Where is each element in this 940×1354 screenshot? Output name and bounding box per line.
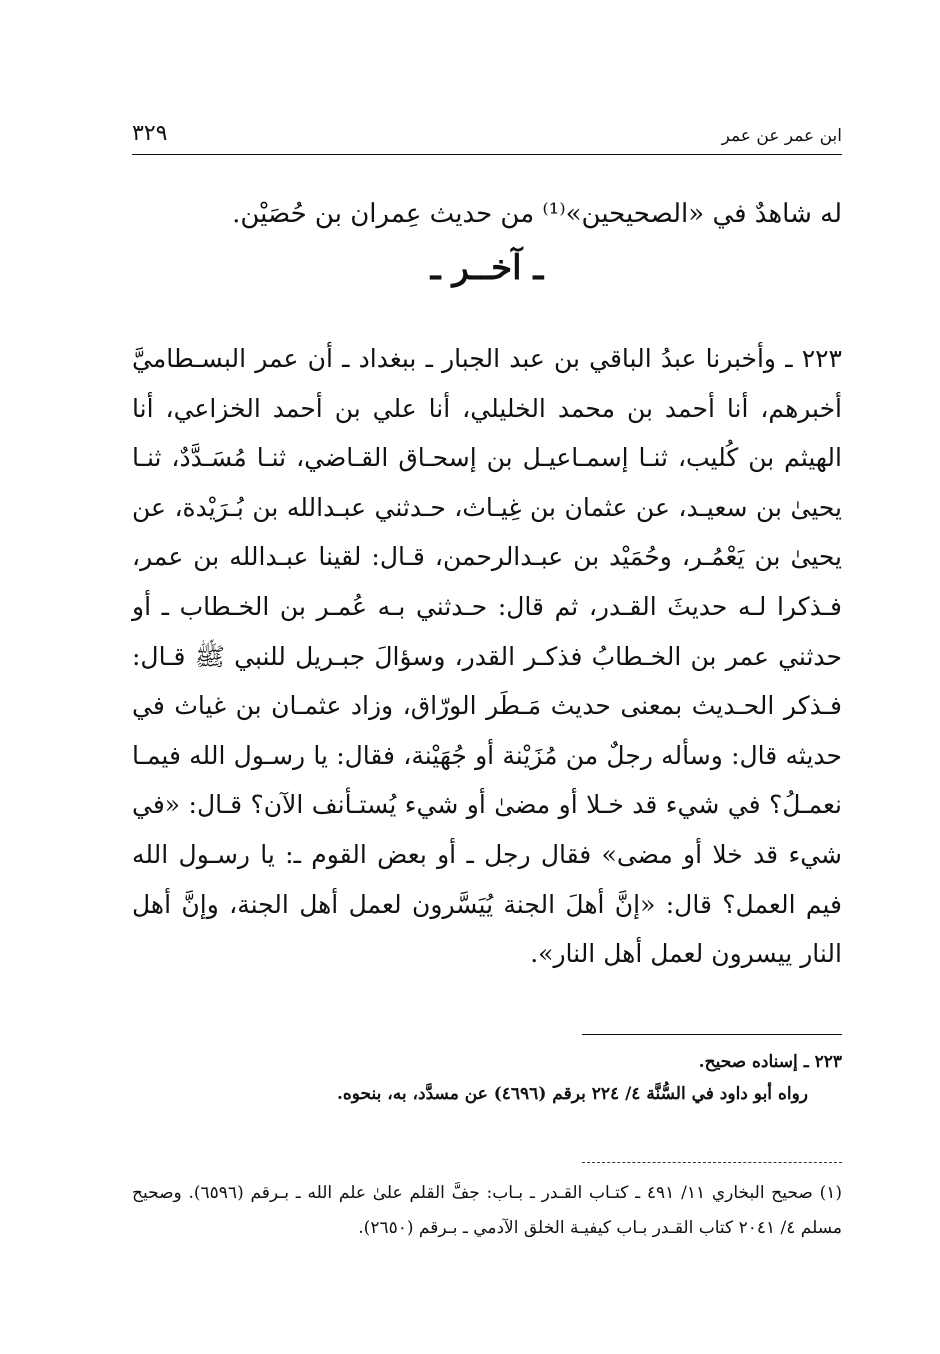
running-head	[132, 110, 842, 146]
intro-paragraph: له شاهدٌ في «الصحيحين»⁽¹⁾ من حديث عِمران بن حُصَيْن.	[232, 199, 842, 229]
footnote-rule	[582, 1162, 842, 1163]
footnotes	[132, 1176, 842, 1246]
takhrij-grading: ٢٢٣ ـ إسناده صحيح.	[698, 1052, 842, 1072]
takhrij-block	[132, 1046, 842, 1110]
chapter-title: ابن عمر عن عمر	[721, 126, 842, 146]
page-number: ٣٢٩	[132, 121, 168, 146]
header-rule	[132, 154, 842, 155]
hadith-223-text: ٢٢٣ ـ وأخبرنا عبدُ الباقي بن عبد الجبار ـ ببغداد ـ أن عمر البسـطاميَّ أخبرهم، أنا أحمد بن محمد الخليلي، أنا علي بن أحمد الخزاعي، أنا الهيثم بن كُليب، ثنـا إسمـاعيـل بن إسحـاق القـاضي، ثنـا مُسَـدَّدٌ، ثنـا يحيىٰ بن سعيـد، عن عثمان بن غِيـاث، حـدثني عبـدالله بن بُـرَيْدة، عن يحيىٰ بن يَعْمُـر، وحُمَيْد بن عبـدالرحمن، قـال: لقينا عبـدالله بن عمر، فـذكرا لـه حديثَ القـدر، ثم قال: حـدثني بـه عُمـر بن الخـطاب ـ أو حدثني عمر بن الخـطابُ فذكـر القدر، وسؤالَ جبـريل للنبي ﷺ قـال: فـذكر الحـديث بمعنى حديث مَـطَر الورّاق، وزاد عثمـان بن غياث في حديثه قال: وسأله رجلٌ من مُزَيْنة أو جُهَيْنة، فقال: يا رسـول الله فيمـا نعمـلُ؟ في شيء قد خـلا أو مضىٰ أو شيء يُستـأنف الآن؟ قـال: «في شيء قد خلا أو مضى» فقال رجل ـ أو بعض القوم ـ: يا رسـول الله فيم العمل؟ قال: «إنَّ أهلَ الجنة يُيَسَّرون لعمل أهل الجنة، وإنَّ أهل النار ييسرون لعمل أهل النار».	[132, 344, 842, 969]
section-heading: ـ آخــر ـ	[430, 248, 544, 288]
footnote-1: (١) صحيح البخاري ١١/ ٤٩١ ـ كتـاب القـدر ـ بـاب: جفَّ القلم علىٰ علم الله ـ بـرقم (٦٥٩٦). وصحيح مسلم ٤/ ٢٠٤١ كتاب القـدر بـاب كيفيـة الخلق الآدمي ـ بـرقم (٢٦٥٠).	[132, 1183, 842, 1238]
takhrij-rule	[582, 1034, 842, 1035]
takhrij-source: رواه أبو داود في السُّنَّة ٤/ ٢٢٤ برقم (٤٦٩٦) عن مسدَّد، به، بنحوه.	[336, 1084, 808, 1104]
